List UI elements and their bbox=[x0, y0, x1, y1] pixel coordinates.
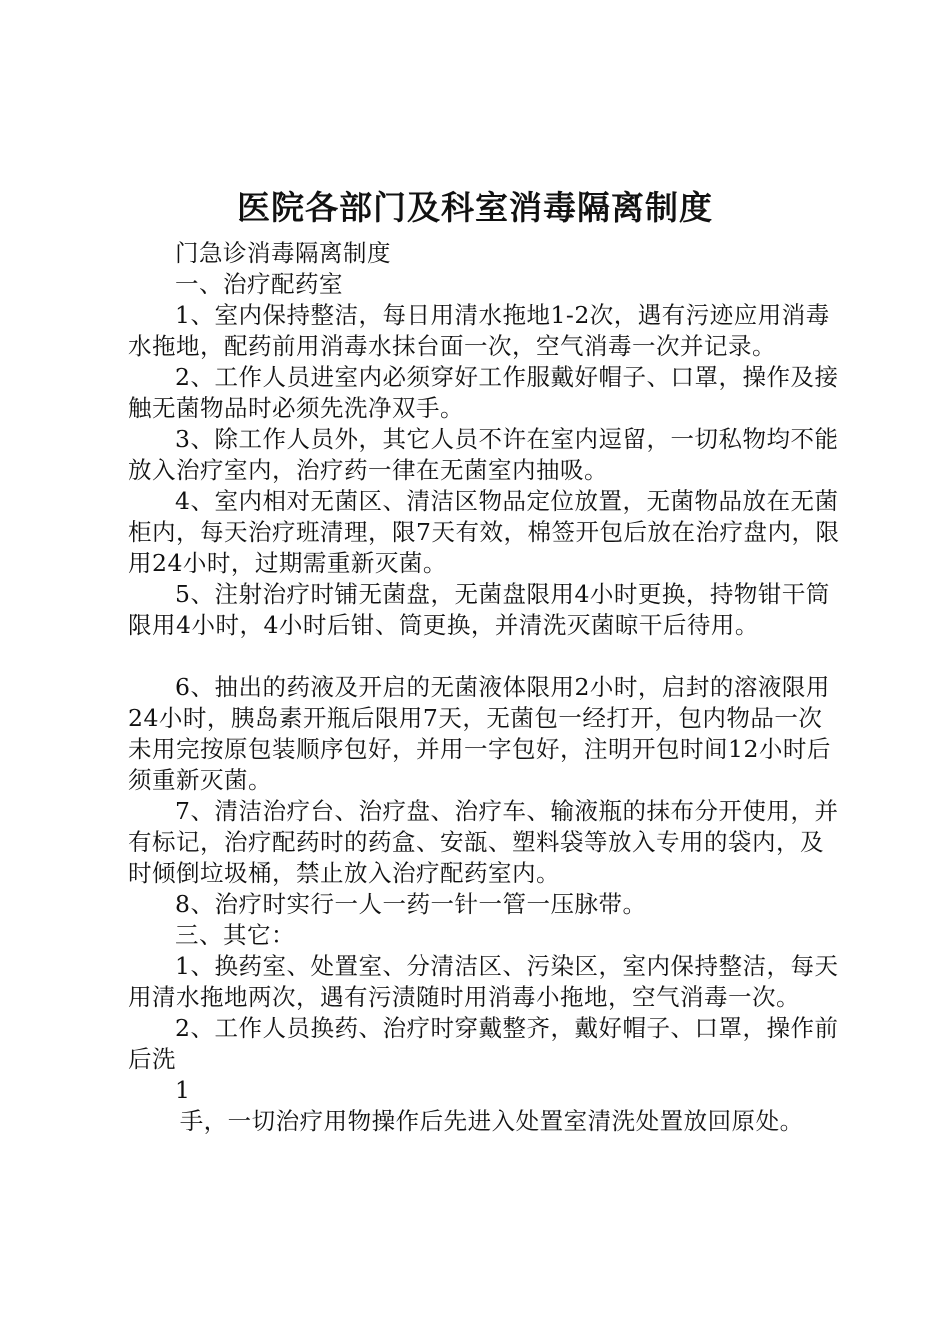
paragraph-item-1: 1、室内保持整洁，每日用清水拖地1-2次，遇有污迹应用消毒水拖地，配药前用消毒水抹台面一次，空气消毒一次并记录。 bbox=[128, 301, 830, 360]
paragraph-other-item-2: 2、工作人员换药、治疗时穿戴整齐，戴好帽子、口罩，操作前后洗 bbox=[128, 1014, 839, 1073]
paragraph-subheading-1: 一、治疗配药室 bbox=[175, 270, 343, 298]
paragraph-item-3: 3、除工作人员外，其它人员不许在室内逗留，一切私物均不能放入治疗室内，治疗药一律在无菌室内抽吸。 bbox=[128, 425, 839, 484]
document-title: 医院各部门及科室消毒隔离制度 bbox=[237, 188, 713, 227]
paragraph-item-6: 6、抽出的药液及开启的无菌液体限用2小时，启封的溶液限用24小时，胰岛素开瓶后限用7天，无菌包一经打开，包内物品一次未用完按原包装顺序包好，并用一字包好，注明开包时间12小时后须重新灭菌。 bbox=[128, 673, 831, 794]
paragraph-other-item-1: 1、换药室、处置室、分清洁区、污染区，室内保持整洁，每天用清水拖地两次，遇有污渍随时用消毒小拖地，空气消毒一次。 bbox=[128, 952, 839, 1011]
paragraph-item-4: 4、室内相对无菌区、清洁区物品定位放置，无菌物品放在无菌柜内，每天治疗班清理，限7天有效，棉签开包后放在治疗盘内，限用24小时，过期需重新灭菌。 bbox=[128, 487, 840, 577]
page-number: 1 bbox=[175, 1076, 191, 1104]
paragraph-subheading-3: 三、其它： bbox=[175, 921, 295, 949]
document-body bbox=[128, 238, 840, 1137]
paragraph-section-heading: 门急诊消毒隔离制度 bbox=[175, 239, 391, 267]
paragraph-item-8: 8、治疗时实行一人一药一针一管一压脉带。 bbox=[175, 890, 647, 918]
paragraph-item-2: 2、工作人员进室内必须穿好工作服戴好帽子、口罩，操作及接触无菌物品时必须先洗净双手。 bbox=[128, 363, 839, 422]
paragraph-item-5: 5、注射治疗时铺无菌盘，无菌盘限用4小时更换，持物钳干筒限用4小时，4小时后钳、筒更换，并清洗灭菌晾干后待用。 bbox=[128, 580, 830, 639]
paragraph-item-7: 7、清洁治疗台、治疗盘、治疗车、输液瓶的抹布分开使用，并有标记，治疗配药时的药盒、安瓿、塑料袋等放入专用的袋内，及时倾倒垃圾桶，禁止放入治疗配药室内。 bbox=[128, 797, 839, 887]
paragraph-continuation: 手，一切治疗用物操作后先进入处置室清洗处置放回原处。 bbox=[179, 1107, 804, 1135]
